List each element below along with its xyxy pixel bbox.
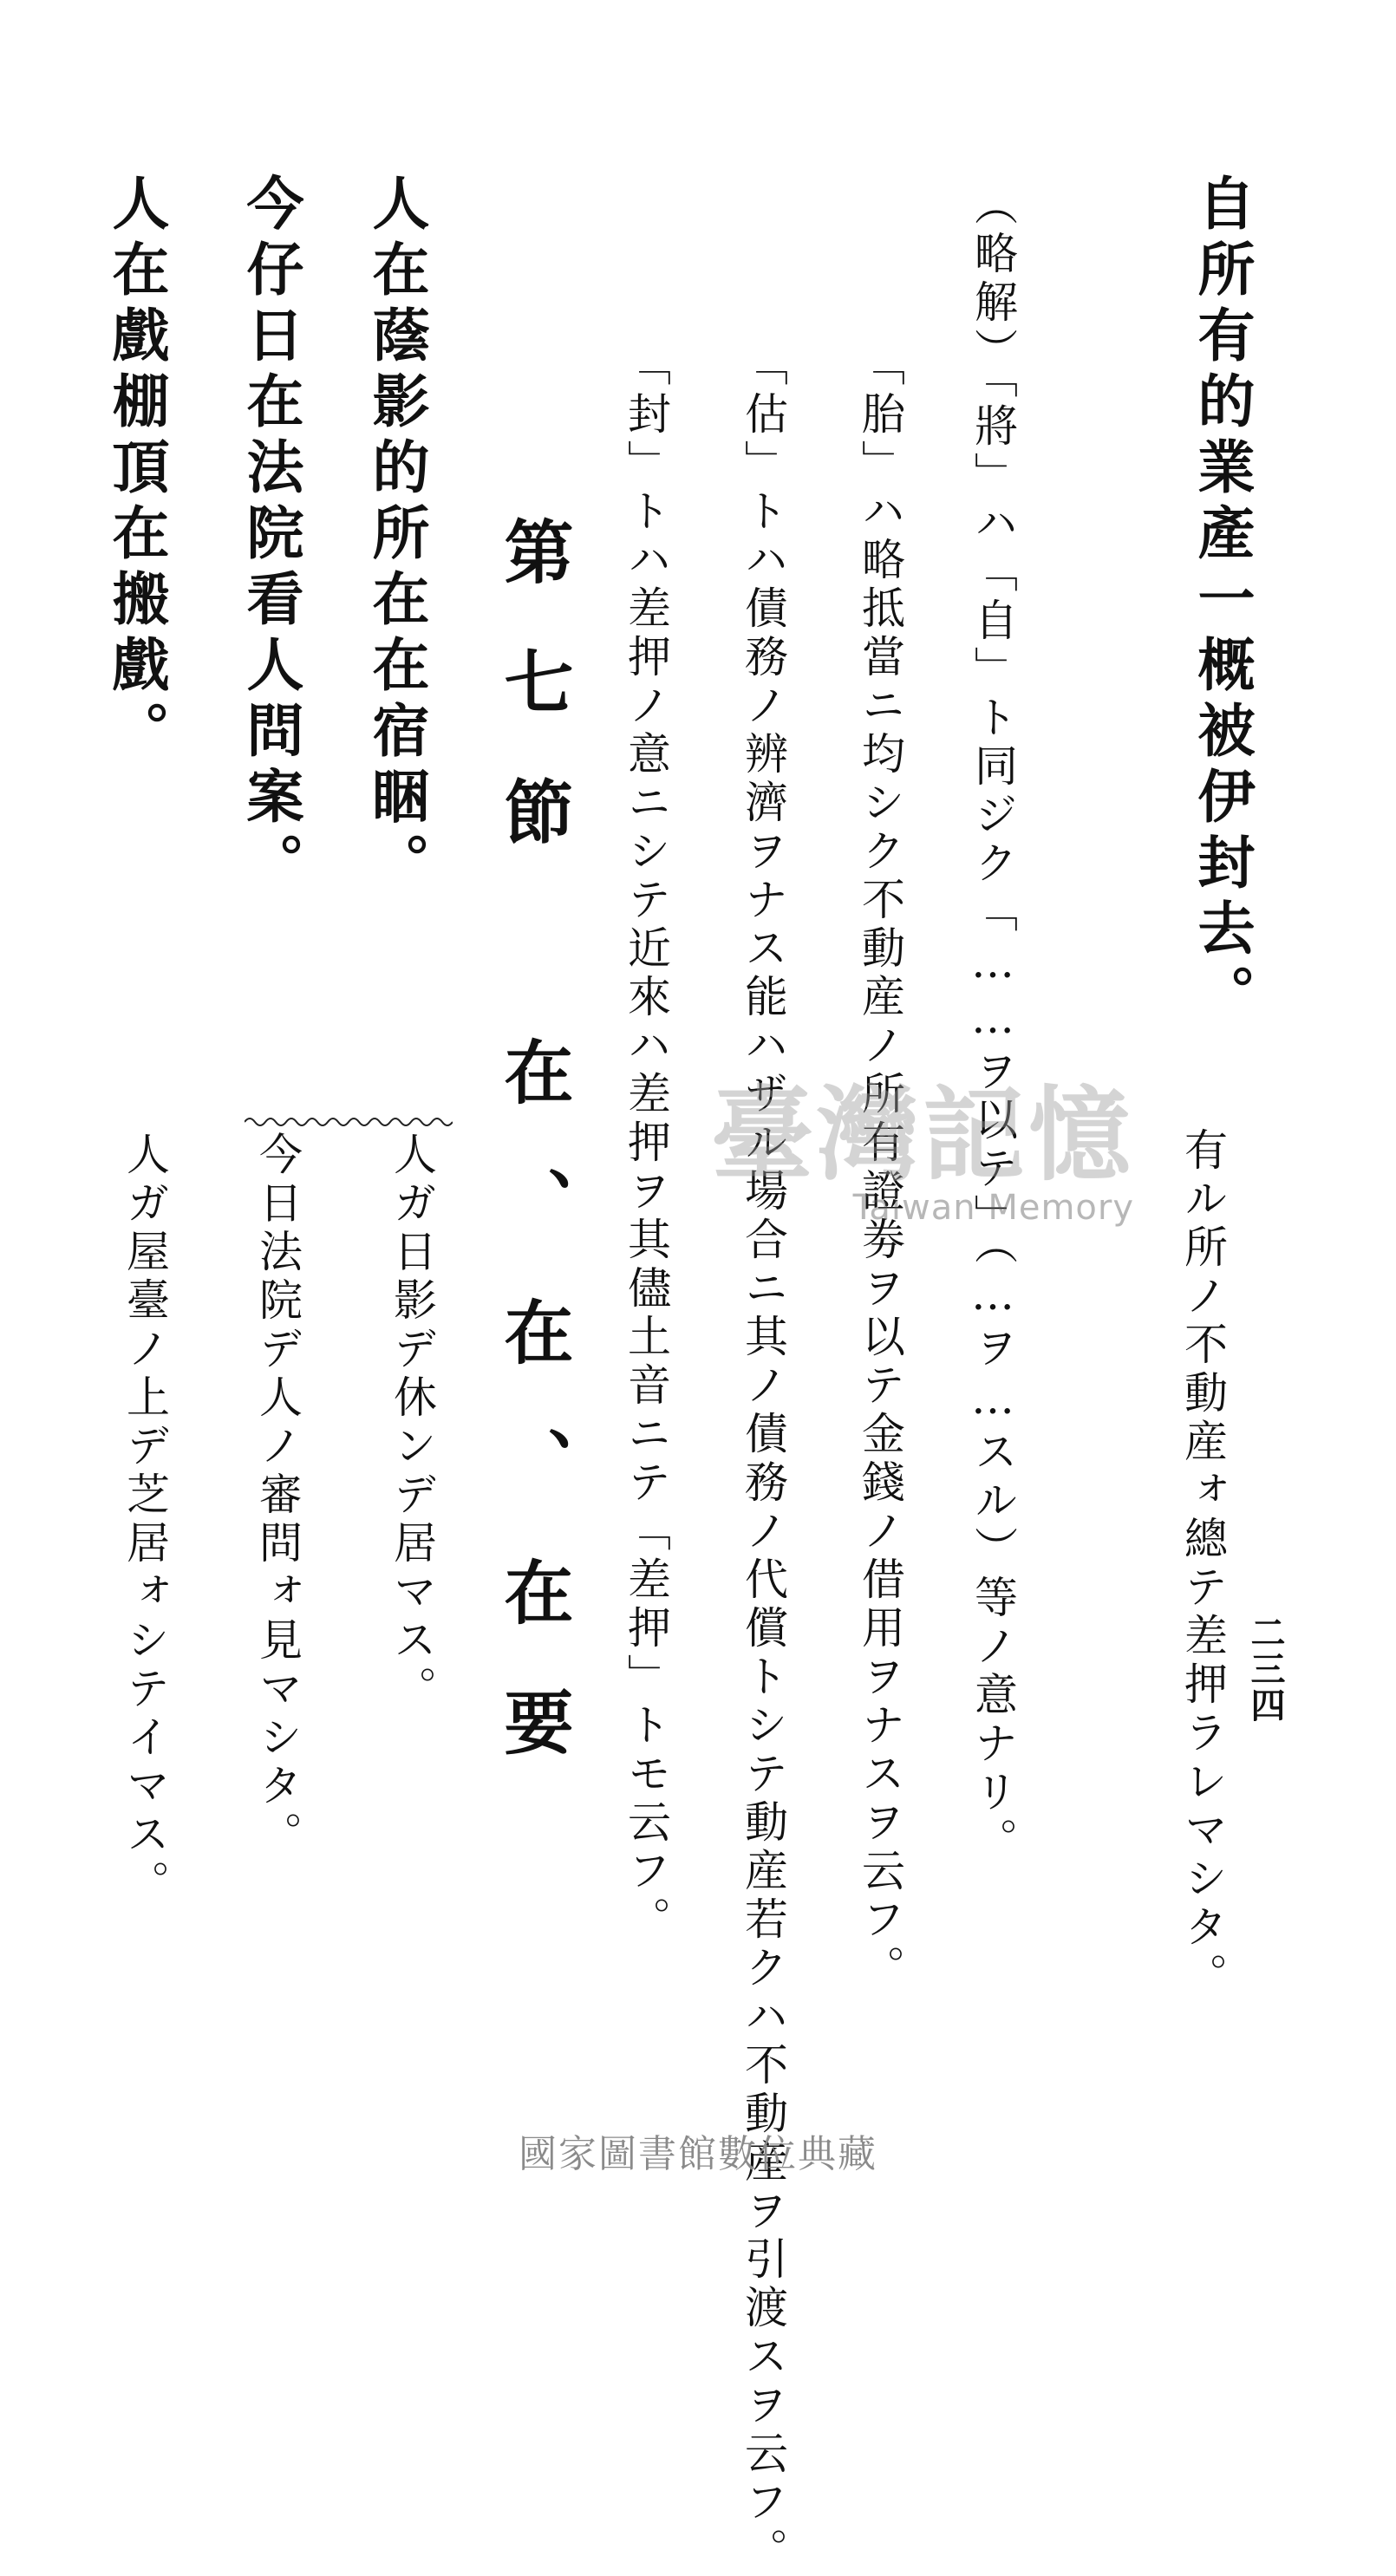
section-heading: 第七節 在、在、在要 [493, 516, 574, 1816]
watermark-subtitle: Taiwan Memory [852, 1188, 1135, 1228]
watermark-title: 臺灣記憶 [711, 1074, 1135, 1195]
footer-credit: 國家圖書館數位典藏 [519, 2132, 877, 2176]
note-hong: 「封」トハ差押ノ意ニシテ近來ハ差押ヲ其儘土音ニテ「差押」トモ云フ。 [621, 342, 671, 1945]
watermark [711, 1074, 1135, 1228]
translation-3: 今日法院デ人ノ審問ォ見マシタ。 [252, 1131, 303, 1860]
note-abbreviation: （略解）「將」ハ「自」ト同ジク「……ヲ以テ」（…ヲ…スル）等ノ意ナリ。 [968, 182, 1018, 1866]
note-ko: 「估」トハ債務ノ辨濟ヲナス能ハザル場合ニ其ノ債務ノ代償トシテ動産若クハ不動産ヲ引渡スヲ云フ。 [738, 342, 788, 2576]
example-sentence-3: 今仔日在法院看人問案。 [237, 173, 304, 898]
note-tai: 「胎」ハ略抵當ニ均シク不動産ノ所有證劵ヲ以テ金錢ノ借用ヲナスヲ云フ。 [855, 342, 905, 1993]
example-sentence-1: 自所有的業產一概被伊封去。 [1188, 173, 1256, 1030]
example-sentence-4: 人在戲棚頂在搬戲。 [102, 173, 170, 766]
example-sentence-2: 人在蔭影的所在在宿睏。 [362, 173, 430, 898]
page-number: 二三四 [1245, 1614, 1286, 1724]
translation-1: 有ル所ノ不動産ォ總テ差押ラレマシタ。 [1177, 1127, 1228, 2001]
translation-4: 人ガ屋臺ノ上デ芝居ォシテイマス。 [120, 1131, 170, 1908]
wavy-separator [245, 1115, 453, 1129]
translation-2: 人ガ日影デ休ンデ居マス。 [387, 1131, 437, 1714]
